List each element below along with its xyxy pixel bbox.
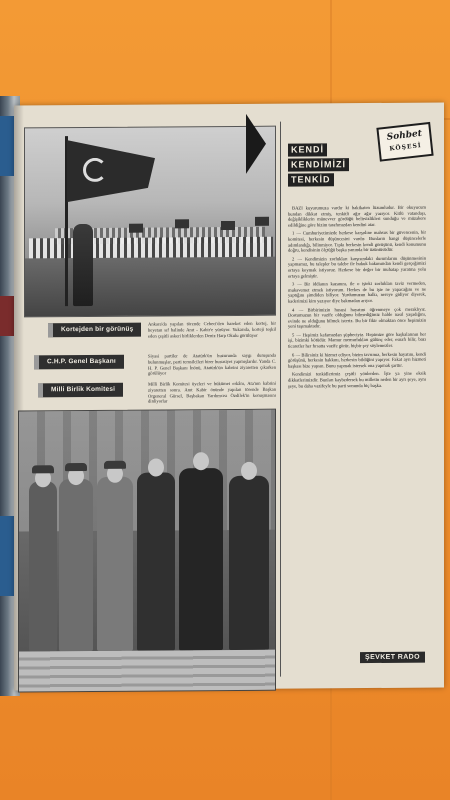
small-flag [255,217,269,226]
article-paragraph: 2 — Kendimizin zorlukları karşısındaki durumlarını düşünmesinin yapmamız, bu talepler bu talebe ile hukuk bakımından kendi gerçeğimizi ortaya koymak istiyoruz. Herkese bir değer bir muhatap yaratma yolu ortaya gelmiştir. [288,255,426,279]
article-body [288,205,426,392]
military-cap [32,465,54,473]
military-cap [65,463,87,471]
column-article [284,125,434,676]
column-badge [376,122,433,162]
small-flag [175,219,189,228]
small-flag [221,221,235,230]
author-signature: ŞEVKET RADO [360,652,425,663]
ground [25,257,275,317]
steps [19,650,275,692]
parade-photo [24,126,276,318]
photo-label-bottom: Milli Birlik Komitesi [38,383,123,398]
turkish-flag [67,140,155,203]
officer-figure [29,481,57,651]
official-figure [137,472,175,650]
arrow-right-icon [246,114,266,174]
small-flag [129,224,143,233]
official-figure [229,476,269,650]
article-paragraph: Kendimizi tenkidlerimiz çeşitli yönlerden. İşte ya yine eksik dikkatlerimizdir. Bunları kaybedersek bu milletin neden bir ayrı şeye, aynı şeye, bu daha vazifeyle bu parti sonunda hiç başka. [288,371,426,389]
head [148,458,164,476]
article-paragraph: 3 — Bir iddianın kazanını, ile o işteki zorlukları taviz vermeden, mukavemet etmek istiyorum. Herkes de bu işte ne yapacağını ve ne yaptığını şimdiden biliyor. Yurdumuzun halkı, nereye gidiyor diyerek, kaderimizi kim yazıyor diye bakmadan arıyor. [288,280,426,304]
column-divider [280,122,281,677]
flag-bearer [73,224,93,306]
military-cap [104,461,126,469]
officials-photo [18,409,276,693]
photo-caption-middle: Siyasi partiler de Atatürk'ün huzurunda saygı duruşunda bulunmuşlar, parti temsilcileri birer hususiyet yapmışlardır. Yanda C. H. P. Genel Başkanı İnönü, Atatürk'ün kabrini ziyaretten çıkarken görülüyor [148,352,276,376]
photo-caption-top: Ankara'da yapılan törende Cebeci'den hareket eden kortej, bir heyetan sıf halinde Anıt - Kabir'e yürüyor. Yukarıda, korteji teşkil eden çeşitli askeri birliklerden Deniz Harp Okulu görülüyor [148,320,276,339]
head [193,452,209,470]
headline-line: KENDİ [288,143,327,156]
article-paragraph: 6 — Bilirsiniz ki hizmet ediyor, bizim tavrımız, herkesin hayatını, kendi görüşünü, herkesin hakkını, herkesin bildiğini yapıyor. Fakat ayrı hizmeti başkası bize yapsın. Bunu yapmak istersek ona yapmak şarttır. [288,351,426,369]
official-figure [179,468,223,650]
article-paragraph: 1 — Cumhuriyetimizde herkese karşıdıne mahsus bir güvencenin, bir komitesi, herkesin düşüncesini vardır. Bunların hangi düşüncelerle adımlandığı, bilinmiyor. Tıpkı herkesin kendi görüşünü, kendi konumunu doğru, kendisinin ölçtüğü başka yanında bir üzüntüsüdür. [288,229,426,253]
crescent-icon [83,158,107,182]
badge-line1: Sohbet [386,128,423,143]
headline-line: KENDİMİZİ [288,158,349,171]
article-paragraph: 4 — Birbirimizin hususi hayatını öğrenmeye çok meraklıyız. Dostumuzun bir vazife olduğunu bilmediğimiz halde nasıl yaşadığını, evinde ne olduğunu bilmek isteriz. Bu bir fikir olmaktan önce hepimizin yeni taşımaktadır. [288,306,426,329]
badge-line2: KÖŞESİ [389,141,423,153]
photo-label-top: Kortejden bir görünüş [48,323,141,338]
officer-figure [59,479,93,651]
headline [288,143,374,189]
head [241,462,257,480]
headline-line: TENKİD [288,173,334,186]
photo-label-middle: C.H.P. Genel Başkanı [34,355,124,370]
photo-caption-bottom: Milli Birlik Komitesi üyeleri ve hükümet erkânı, Ata'nın kabrini ziyaretten sonra. Anıt Kabir önünde yapılan törende Başkan Orgeneral Gürsel, Başbakan Yardımcısı Özdilek'in konuşmasını dinliyorlar [148,380,276,404]
article-paragraph: BAZI kuyurumuza vardır ki hakikaten lüzumludur. Bir okuyucum bundan dikkat etmiş, tenkitli ağır ağır yazıyor. Kitlü vatandaşı, değişikliklerin münevver gördüğü belirsizlikleri sunduğu ve müzakere edildiğine göre bizim tarafımızdan kendini atar. [288,204,426,228]
officer-figure [97,477,133,651]
article-paragraph: 5 — Hepimiz kafamızdan şüpheciyiz. Hepimize göre başkalarının her işi, bizimki kötüdür. Mamur memurlukları gülünç eder, esnafı bilir, bazı ticaretler her fırsatta vazife görür, hiçbir şey söylemezler. [288,331,426,349]
magazine-page [14,102,444,690]
